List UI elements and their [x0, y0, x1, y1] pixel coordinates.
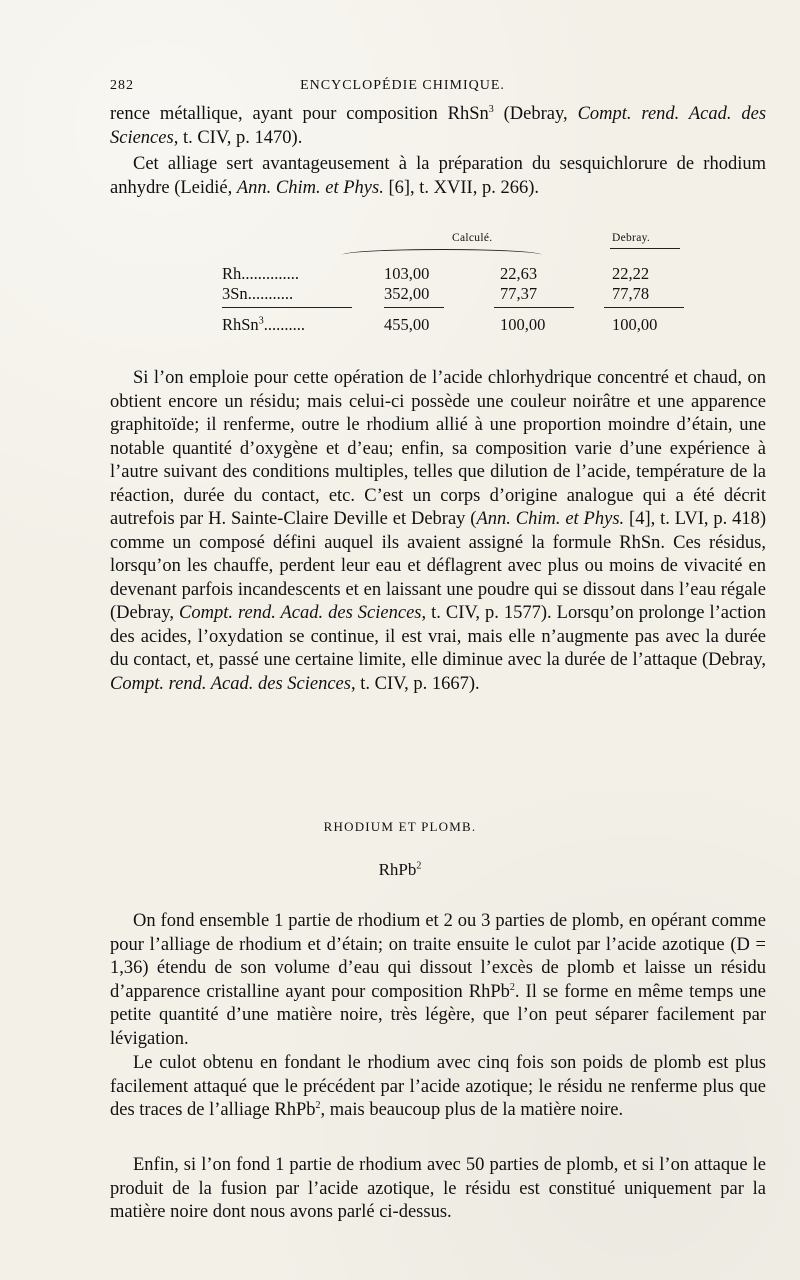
row-2-label-dots: ........... [247, 284, 294, 303]
page-header [110, 78, 695, 98]
paragraph-4-text-a: On fond ensemble 1 partie de rhodium et 2 ou 3 parties de plomb, en opérant comme pour l’alliage de rhodium et d’étain; on traite ensuite le culot par l’acide azotique (D = 1,36) étendu de son volume d’eau qui dissout l’excès de plomb et laisse un résidu d’apparence cristalline ayant pour composition RhPb [110, 911, 766, 1002]
row-1-debray-value: 22,22 [612, 264, 650, 283]
paragraph-3-citation-2: Compt. rend. Acad. des Sciences [179, 603, 422, 623]
paragraph-3-text-d: , t. CIV, p. 1667). [350, 673, 480, 694]
paragraph-5-text-a: Le culot obtenu en fondant le rhodium avec cinq fois son poids de plomb est plus facilement attaqué que le précédent par l’acide azotique; le résidu ne renferme plus que des traces de l’alliage RhPb [110, 1053, 766, 1120]
composition-table [222, 232, 685, 342]
total-rule-percent [494, 307, 574, 308]
row-1-percent-value: 22,63 [500, 264, 538, 283]
row-2-percent-value: 77,37 [500, 284, 538, 303]
paragraph-5-superscript: 2 [315, 1099, 321, 1111]
row-3-label [222, 315, 305, 335]
total-rule-debray [604, 307, 684, 308]
paragraph-1-text-b: (Debray, [493, 104, 578, 124]
running-title: ENCYCLOPÉDIE CHIMIQUE. [300, 78, 505, 93]
paragraph-3-text-b: [4], t. LVI, p. 418) comme un composé défini auquel ils avaient assigné la formule RhSn. Ces résidus, lorsqu’on les chauffe, perdent leur eau et déflagrent avec plus ou moins de vivacité en devenant parfois incandescents et en laissant une poudre qui se dissout dans l’eau régale (Debray, [110, 509, 767, 623]
paragraph-3-citation-3: Compt. rend. Acad. des Sciences [110, 673, 351, 694]
paragraph-2-text-a: Cet alliage sert avantageusement à la préparation du sesquichlorure de rhodium anhydre (Leidié, [110, 154, 766, 198]
row-1-calculated-value: 103,00 [384, 264, 430, 283]
row-3-debray-value: 100,00 [612, 315, 658, 334]
row-3-label-superscript: 3 [258, 315, 264, 327]
paragraph-4-superscript: 2 [509, 981, 515, 993]
formula-superscript: 2 [416, 860, 422, 872]
paragraph-4 [110, 910, 766, 1051]
row-1-label-main: Rh [222, 264, 242, 283]
row-2-calculated-value: 352,00 [384, 284, 430, 303]
paragraph-3 [110, 367, 766, 696]
formula-main: RhPb [378, 860, 417, 879]
row-1-label [222, 264, 299, 284]
total-rule-label [222, 307, 352, 308]
calculated-header: Calculé. [452, 232, 493, 244]
paragraph-1-text-c: , t. CIV, p. 1470). [173, 127, 303, 148]
section-title: RHODIUM ET PLOMB. [323, 819, 477, 834]
debray-header-rule [610, 248, 680, 249]
row-3-calculated-value: 455,00 [384, 315, 430, 334]
calculated-brace [342, 249, 542, 261]
paragraph-3-text-c: , t. CIV, p. 1577). Lorsqu’on prolonge l’action des acides, l’oxydation se continue, il est vrai, mais elle n’augmente pas avec la durée du contact, et, passé une certaine limite, elle diminue avec la durée de l’attaque (Debray, [110, 603, 766, 670]
debray-header: Debray. [612, 232, 651, 244]
row-2-label [222, 284, 293, 304]
row-2-debray-value: 77,78 [612, 284, 650, 303]
paragraph-3-text-a: Si l’on emploie pour cette opération de l’acide chlorhydrique concentré et chaud, on obtient encore un résidu; mais celui-ci possède une couleur noirâtre et une apparence graphitoïde; il renferme, outre le rhodium allié à une proportion moindre d’étain, une notable quantité d’oxygène et d’eau; enfin, sa composition varie d’une expérience à l’autre suivant des conditions multiples, telles que dilution de l’acide, température de la réaction, durée du contact, etc. C’est un corps d’origine analogue qui a été décrit autrefois par H. Sainte-Claire Deville et Debray ( [110, 368, 766, 529]
paragraph-5 [110, 1052, 766, 1123]
paragraph-2-text-b: [6], t. XVII, p. 266). [383, 177, 539, 198]
section-formula [0, 860, 800, 880]
row-3-label-dots: .......... [263, 315, 305, 334]
row-2-label-main: 3Sn [222, 284, 248, 303]
table-row-rh [222, 264, 685, 284]
row-3-label-main: RhSn [222, 315, 259, 334]
row-1-label-dots: .............. [241, 264, 300, 283]
paragraph-6: Enfin, si l’on fond 1 partie de rhodium avec 50 parties de plomb, et si l’on attaque le produit de la fusion par l’acide azotique, le résidu est constitué uniquement par la matière noire dont nous avons parlé ci-dessus. [110, 1155, 766, 1222]
table-row-3sn [222, 284, 685, 304]
paragraph-2-citation: Ann. Chim. et Phys. [236, 177, 384, 198]
total-rule-calculated [384, 307, 444, 308]
paragraph-1-citation: Compt. rend. Acad. des Sciences [110, 104, 767, 148]
table-row-rhsn3 [222, 315, 685, 335]
paragraph-5-text-b: , mais beaucoup plus de la matière noire. [320, 1100, 624, 1120]
paragraph-4-text-b: . Il se forme en même temps une petite quantité d’une matière noire, très légère, que l’on peut séparer facilement par lévigation. [110, 981, 766, 1049]
row-3-percent-value: 100,00 [500, 315, 546, 334]
paragraph-3-citation-1: Ann. Chim. et Phys. [476, 509, 625, 529]
paragraph-1-text-a: rence métallique, ayant pour composition RhSn [110, 104, 489, 124]
paragraph-1 [110, 103, 766, 150]
page-number: 282 [110, 78, 134, 93]
paragraph-1-superscript: 3 [488, 103, 494, 115]
paragraph-2 [110, 153, 766, 200]
